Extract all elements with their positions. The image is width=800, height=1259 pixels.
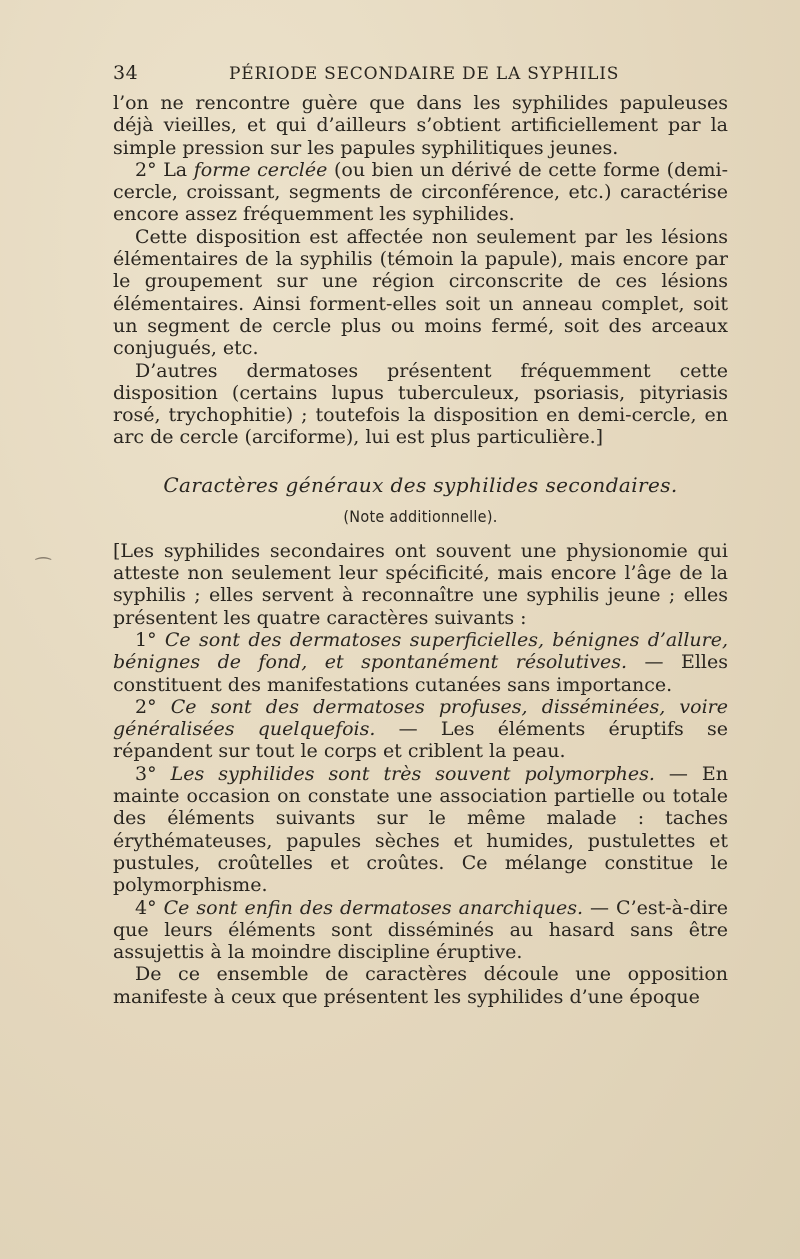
list-number: 2° (135, 695, 171, 718)
italic-statement: Ce sont des dermatoses superficielles, bénignes d’allure, bénignes de fond, et spontanément résolutives. (113, 628, 728, 674)
paragraph: De ce ensemble de caractères découle une opposition manifeste à ceux que présentent les syphilides d’une époque (113, 963, 728, 1008)
list-number: 3° (135, 762, 171, 785)
running-head: PÉRIODE SECONDAIRE DE LA SYPHILIS (229, 64, 620, 84)
margin-mark: ⁀ (36, 558, 51, 579)
section-note: (Note additionnelle). (343, 506, 498, 526)
book-page (113, 62, 728, 1008)
list-number: 4° (135, 896, 164, 919)
paragraph-text: — Elles constituent des manifestations cutanées sans importance. (113, 651, 728, 696)
italic-statement: Ce sont des dermatoses profuses, disséminées, voire généralisées quelquefois. (113, 695, 728, 741)
list-item (113, 897, 728, 964)
section-title: Caractères généraux des syphilides secondaires. (163, 472, 678, 497)
italic-statement: Ce sont enfin des dermatoses anarchiques. (163, 896, 584, 919)
page-header (113, 62, 728, 92)
paragraph: l’on ne rencontre guère que dans les syphilides papuleuses déjà vieilles, et qui d’ailleurs s’obtient artificiellement par la simple pression sur les papules syphilitiques jeunes. (113, 92, 728, 159)
italic-statement: Les syphilides sont très souvent polymorphes. (170, 762, 655, 785)
list-number: 2° La (135, 158, 194, 181)
paragraph-text: (ou bien un dérivé de cette forme (demi-cercle, croissant, segments de circonférence, etc.) caractérise encore assez fréquemment les syphilides. (113, 158, 728, 226)
italic-term: forme cerclée (193, 158, 328, 181)
paragraph (113, 159, 728, 226)
page-number: 34 (113, 62, 139, 84)
list-item (113, 629, 728, 696)
paragraph: Cette disposition est affectée non seulement par les lésions élémentaires de la syphilis (témoin la papule), mais encore par le groupement sur une région circonscrite de ces lésions élémentaires. Ainsi forment-elles soit un anneau complet, soit un segment de cercle plus ou moins fermé, soit des arceaux conjugués, etc. (113, 225, 728, 360)
paragraph: [Les syphilides secondaires ont souvent une physionomie qui atteste non seulement leur spécificité, mais encore l’âge de la syphilis ; elles servent à reconnaître une syphilis jeune ; elles présentent les quatre caractères suivants : (113, 539, 728, 629)
paragraph-text: — Les éléments éruptifs se répandent sur tout le corps et criblent la peau. (113, 718, 728, 763)
list-item (113, 763, 728, 897)
list-item (113, 696, 728, 763)
body-text (113, 92, 728, 1008)
list-number: 1° (135, 628, 165, 651)
paragraph-text: — En mainte occasion on constate une association partielle ou totale des éléments suivants sur le même malade : taches érythémateuses, papules sèches et humides, pustulettes et pustules, croûtelles et croûtes. Ce mélange constitue le polymorphisme. (113, 762, 729, 897)
paragraph: D’autres dermatoses présentent fréquemment cette disposition (certains lupus tuberculeux, psoriasis, pityriasis rosé, trychophitie) ; toutefois la disposition en demi-cercle, en arc de cercle (arciforme), lui est plus particulière.] (113, 359, 728, 449)
paragraph-text: — C’est-à-dire que leurs éléments sont disséminés au hasard sans être assujettis à la moindre discipline éruptive. (113, 896, 728, 964)
